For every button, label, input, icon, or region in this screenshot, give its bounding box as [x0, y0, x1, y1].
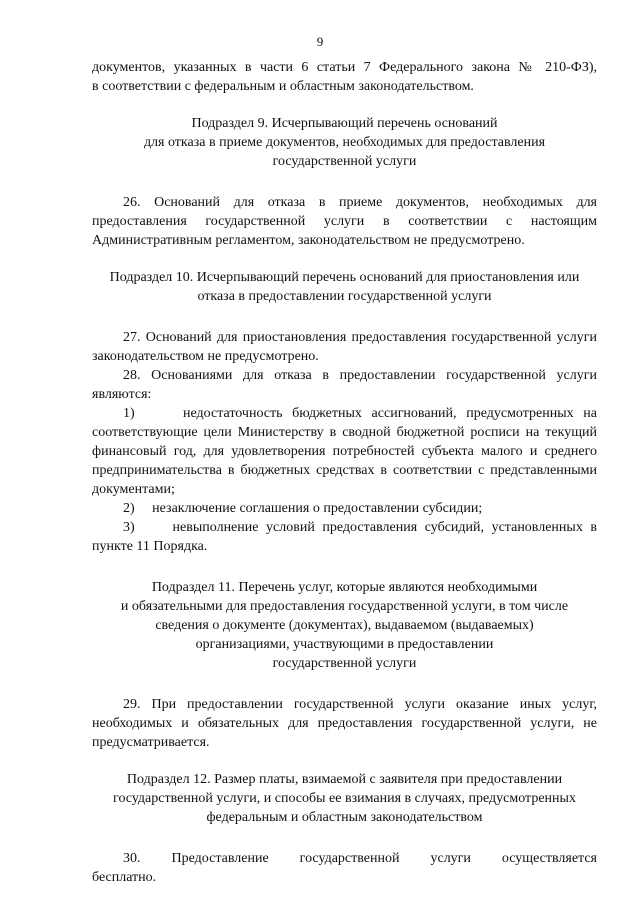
heading-line: Подраздел 9. Исчерпывающий перечень оснований [191, 116, 498, 131]
list-text: незаключение соглашения о предоставлении субсидии; [152, 501, 483, 516]
heading-line: для отказа в приеме документов, необходимых для предоставления [143, 135, 546, 150]
subsection-11-heading [92, 578, 597, 673]
heading-line: и обязательными для предоставления государственной услуги, в том числе [120, 599, 569, 614]
heading-line: государственной услуги [272, 154, 417, 169]
list-item-1 [92, 404, 597, 499]
heading-line: федеральным и областным законодательством [206, 810, 483, 825]
paragraph-28: 28. Основаниями для отказа в предоставлении государственной услуги являются: [92, 368, 597, 402]
list-number: 1) [123, 406, 135, 421]
heading-line: государственной услуги [272, 656, 417, 671]
heading-line: сведения о документе (документах), выдаваемом (выдаваемых) [155, 618, 534, 633]
heading-line: отказа в предоставлении государственной услуги [197, 289, 492, 304]
paragraph-27: 27. Оснований для приостановления предоставления государственной услуги законодательством не предусмотрено. [92, 330, 597, 364]
subsection-12-heading [92, 770, 597, 827]
paragraph-26: 26. Оснований для отказа в приеме документов, необходимых для предоставления государственной услуги в соответствии с настоящим Административным регламентом, законодательством не предусмотрено. [92, 195, 597, 248]
list-text: невыполнение условий предоставления субсидий, установленных в пункте 11 Порядка. [92, 520, 598, 554]
text-line: документов, указанных в части 6 статьи 7 Федерального закона № 210-ФЗ), [92, 60, 597, 75]
heading-line: Подраздел 11. Перечень услуг, которые являются необходимыми [151, 580, 538, 595]
list-text: недостаточность бюджетных ассигнований, предусмотренных на соответствующие цели Министерству в сводной бюджетной росписи на текущий финансовый год, для удовлетворения потребностей субъекта малого и среднего предпринимательства в бюджетных средствах в соответствии с представленными документами; [92, 406, 598, 497]
page-number: 9 [316, 34, 324, 49]
paragraph-29: 29. При предоставлении государственной услуги оказание иных услуг, необходимых и обязательных для предоставления государственной услуги, не предусматривается. [92, 697, 597, 750]
subsection-10-heading [92, 268, 597, 306]
subsection-9-heading [92, 114, 597, 171]
heading-line: государственной услуги, и способы ее взимания в случаях, предусмотренных [113, 791, 576, 806]
heading-line: Подраздел 12. Размер платы, взимаемой с заявителя при предоставлении [126, 772, 563, 787]
list-item-2 [92, 499, 597, 518]
list-number: 3) [123, 520, 135, 535]
text-line: в соответствии с федеральным и областным законодательством. [92, 79, 474, 94]
list-number: 2) [123, 501, 135, 516]
heading-line: Подраздел 10. Исчерпывающий перечень оснований для приостановления или [109, 270, 580, 285]
paragraph-30: 30. Предоставление государственной услуги осуществляется бесплатно. [92, 851, 597, 885]
heading-line: организациями, участвующими в предоставлении [195, 637, 494, 652]
page-content [92, 58, 597, 887]
list-item-3 [92, 518, 597, 556]
